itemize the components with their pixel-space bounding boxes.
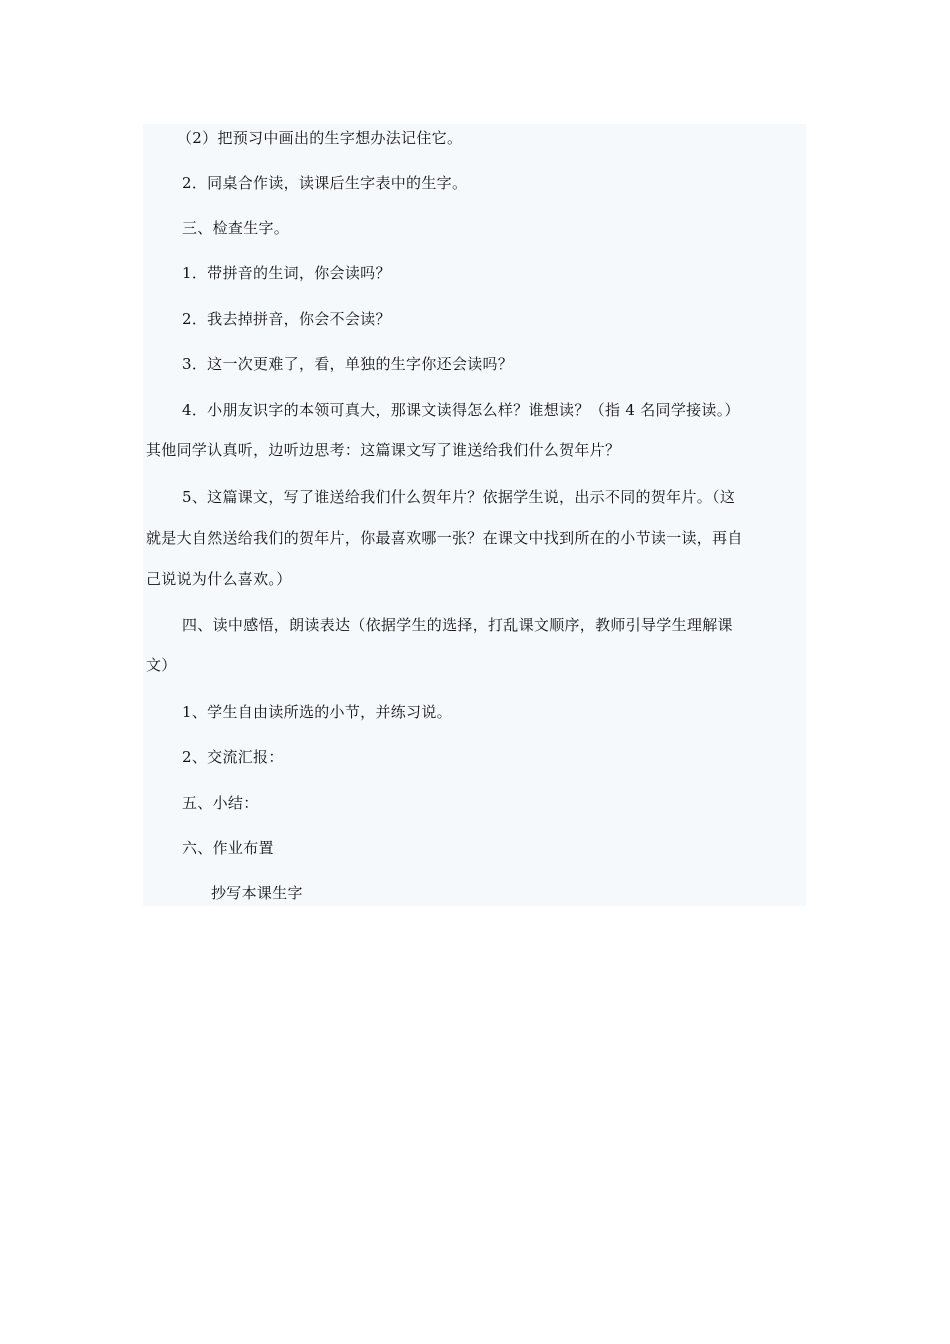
- lesson-plan-block: [143, 124, 806, 906]
- check-step-5-line-2: 就是大自然送给我们的贺年片，你最喜欢哪一张？在课文中找到所在的小节读一读，再自: [146, 529, 743, 547]
- check-step-3: 3．这一次更难了，看，单独的生字你还会读吗？: [182, 355, 514, 373]
- section-homework-heading: 六、作业布置: [182, 839, 274, 857]
- check-step-5-line-1: 5、这篇课文，写了谁送给我们什么贺年片？依据学生说，出示不同的贺年片。（这: [182, 488, 736, 506]
- check-step-4-line-1: 4．小朋友识字的本领可真大，那课文读得怎么样？谁想读？（指 4 名同学接读。）: [182, 401, 740, 419]
- section-check-characters-heading: 三、检查生字。: [182, 219, 290, 237]
- check-step-5-line-3: 己说说为什么喜欢。）: [146, 570, 292, 588]
- reading-step-2: 2、交流汇报：: [182, 748, 284, 766]
- section-summary-heading: 五、小结：: [182, 794, 259, 812]
- reading-step-1: 1、学生自由读所选的小节，并练习说。: [182, 703, 452, 721]
- section-reading-comprehension-line-1: 四、读中感悟，朗读表达（依据学生的选择，打乱课文顺序，教师引导学生理解课: [182, 616, 733, 634]
- step-deskmate-reading: 2．同桌合作读，读课后生字表中的生字。: [182, 174, 468, 192]
- check-step-1: 1．带拼音的生词，你会读吗？: [182, 264, 391, 282]
- section-reading-comprehension-line-2: 文）: [146, 656, 177, 674]
- check-step-4-line-2: 其他同学认真听，边听边思考：这篇课文写了谁送给我们什么贺年片？: [146, 441, 621, 459]
- homework-item: 抄写本课生字: [211, 884, 303, 902]
- step-memorize-new-characters: （2）把预习中画出的生字想办法记住它。: [177, 129, 463, 147]
- check-step-2: 2．我去掉拼音，你会不会读？: [182, 310, 391, 328]
